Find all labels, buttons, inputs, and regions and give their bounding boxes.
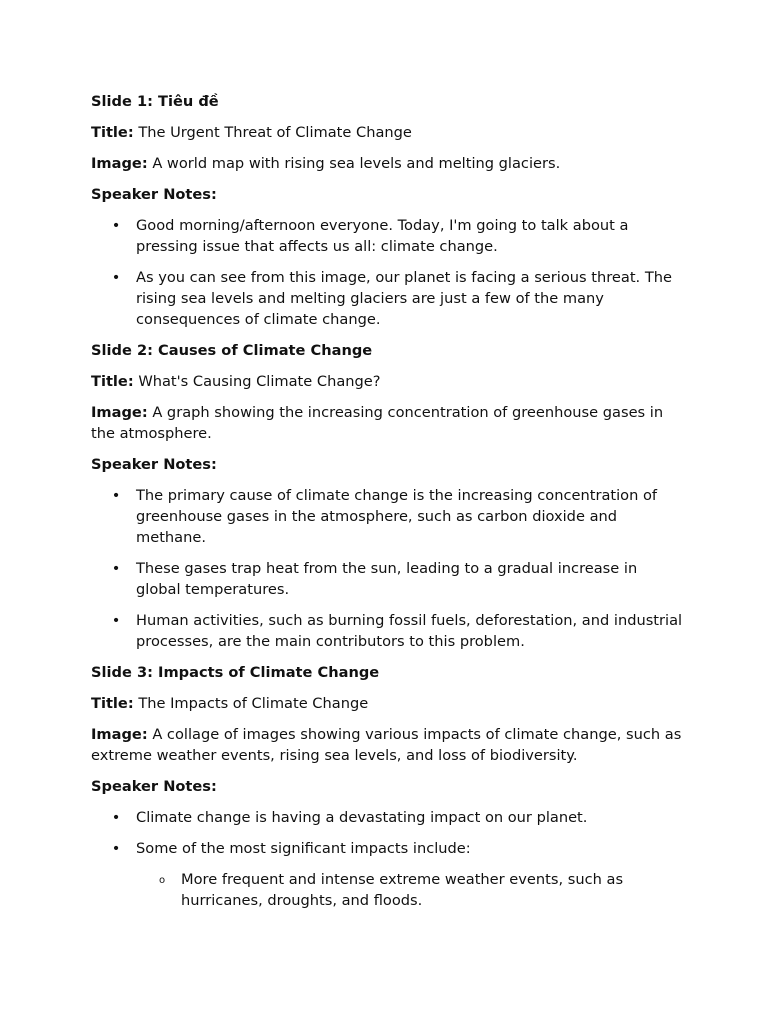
slide-2-speaker-notes-label: Speaker Notes: bbox=[91, 456, 217, 473]
slide-1-title-text: The Urgent Threat of Climate Change bbox=[138, 124, 412, 141]
title-label: Title: bbox=[91, 124, 134, 141]
list-item bbox=[91, 838, 683, 859]
sub-list-item bbox=[91, 869, 683, 911]
bullet-icon: • bbox=[111, 840, 121, 857]
sub-note-text: More frequent and intense extreme weather events, such as hurricanes, droughts, and floods. bbox=[181, 871, 624, 909]
slide-3-notes-list bbox=[91, 807, 683, 911]
slide-1-image-text: A world map with rising sea levels and melting glaciers. bbox=[152, 155, 561, 172]
document-page bbox=[91, 91, 683, 921]
bullet-icon: • bbox=[111, 487, 121, 504]
image-label: Image: bbox=[91, 726, 148, 743]
bullet-icon: • bbox=[111, 612, 121, 629]
slide-1-section bbox=[91, 91, 683, 330]
slide-3-section bbox=[91, 662, 683, 911]
slide-3-image-text: A collage of images showing various impacts of climate change, such as extreme weather events, rising sea levels, and loss of biodiversity. bbox=[91, 726, 682, 764]
slide-1-notes-list bbox=[91, 215, 683, 330]
slide-3-title-text: The Impacts of Climate Change bbox=[138, 695, 369, 712]
slide-1-heading: Slide 1: Tiêu đề bbox=[91, 93, 219, 110]
list-item bbox=[91, 485, 683, 548]
slide-2-heading: Slide 2: Causes of Climate Change bbox=[91, 342, 373, 359]
list-item bbox=[91, 215, 683, 257]
note-text: These gases trap heat from the sun, leading to a gradual increase in global temperatures. bbox=[136, 560, 638, 598]
slide-3-heading: Slide 3: Impacts of Climate Change bbox=[91, 664, 380, 681]
note-text: Climate change is having a devastating impact on our planet. bbox=[136, 809, 588, 826]
slide-1-speaker-notes-label: Speaker Notes: bbox=[91, 186, 217, 203]
image-label: Image: bbox=[91, 404, 148, 421]
bullet-icon: • bbox=[111, 560, 121, 577]
note-text: Some of the most significant impacts include: bbox=[136, 840, 471, 857]
slide-3-title-line bbox=[91, 693, 683, 714]
bullet-icon: • bbox=[111, 269, 121, 286]
slide-2-image-line bbox=[91, 402, 683, 444]
title-label: Title: bbox=[91, 373, 134, 390]
slide-2-image-text: A graph showing the increasing concentration of greenhouse gases in the atmosphere. bbox=[91, 404, 664, 442]
note-text: The primary cause of climate change is the increasing concentration of greenhouse gases in the atmosphere, such as carbon dioxide and methane. bbox=[136, 487, 658, 546]
list-item bbox=[91, 558, 683, 600]
slide-2-title-text: What's Causing Climate Change? bbox=[138, 373, 381, 390]
note-text: Good morning/afternoon everyone. Today, I'm going to talk about a pressing issue that affects us all: climate change. bbox=[136, 217, 629, 255]
slide-2-title-line bbox=[91, 371, 683, 392]
list-item bbox=[91, 807, 683, 828]
note-text: Human activities, such as burning fossil fuels, deforestation, and industrial processes, are the main contributors to this problem. bbox=[136, 612, 683, 650]
slide-2-section bbox=[91, 340, 683, 652]
slide-2-notes-list bbox=[91, 485, 683, 652]
slide-3-speaker-notes-label: Speaker Notes: bbox=[91, 778, 217, 795]
list-item bbox=[91, 267, 683, 330]
title-label: Title: bbox=[91, 695, 134, 712]
bullet-icon: • bbox=[111, 217, 121, 234]
list-item bbox=[91, 610, 683, 652]
slide-1-image-line bbox=[91, 153, 683, 174]
slide-1-title-line bbox=[91, 122, 683, 143]
sub-bullet-icon: o bbox=[158, 875, 166, 886]
image-label: Image: bbox=[91, 155, 148, 172]
slide-3-image-line bbox=[91, 724, 683, 766]
bullet-icon: • bbox=[111, 809, 121, 826]
note-text: As you can see from this image, our planet is facing a serious threat. The rising sea levels and melting glaciers are just a few of the many consequences of climate change. bbox=[136, 269, 672, 328]
